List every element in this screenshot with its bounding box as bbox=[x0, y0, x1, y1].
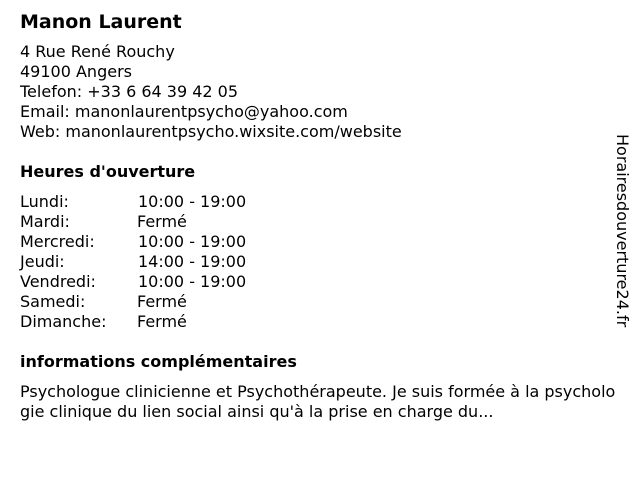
hours-row-tuesday bbox=[20, 212, 610, 232]
hours-row-sunday bbox=[20, 312, 610, 332]
day-label: Lundi: bbox=[20, 192, 69, 211]
business-card bbox=[20, 10, 616, 422]
hours-value: 14:00 - 19:00 bbox=[138, 252, 247, 271]
hours-value: Fermé bbox=[137, 212, 187, 231]
hours-value: Fermé bbox=[137, 292, 187, 311]
email-address: Email: manonlaurentpsycho@yahoo.com bbox=[20, 102, 348, 121]
hours-value: 10:00 - 19:00 bbox=[138, 232, 247, 251]
hours-row-saturday bbox=[20, 292, 610, 312]
day-label: Mardi: bbox=[20, 212, 70, 231]
day-label: Dimanche: bbox=[20, 312, 107, 331]
hours-row-thursday bbox=[20, 252, 610, 272]
day-label: Vendredi: bbox=[20, 272, 96, 291]
website: Web: manonlaurentpsycho.wixsite.com/website bbox=[20, 122, 402, 141]
opening-hours-title: Heures d'ouverture bbox=[20, 162, 196, 181]
hours-row-friday bbox=[20, 272, 610, 292]
hours-row-monday bbox=[20, 192, 610, 212]
city-postal: 49100 Angers bbox=[20, 62, 132, 81]
street-address: 4 Rue René Rouchy bbox=[20, 42, 175, 61]
hours-value: Fermé bbox=[137, 312, 187, 331]
business-name: Manon Laurent bbox=[20, 11, 182, 33]
hours-value: 10:00 - 19:00 bbox=[138, 192, 247, 211]
additional-info-title: informations complémentaires bbox=[20, 352, 297, 371]
opening-hours-table bbox=[20, 192, 610, 332]
hours-row-wednesday bbox=[20, 232, 610, 252]
day-label: Jeudi: bbox=[20, 252, 65, 271]
hours-value: 10:00 - 19:00 bbox=[138, 272, 247, 291]
day-label: Samedi: bbox=[20, 292, 86, 311]
site-watermark: Horairesdouverture24.fr bbox=[613, 134, 632, 328]
day-label: Mercredi: bbox=[20, 232, 95, 251]
phone-number: Telefon: +33 6 64 39 42 05 bbox=[20, 82, 239, 101]
additional-info-text: Psychologue clinicienne et Psychothérapeute. Je suis formée à la psychologie clinique du lien social ainsi qu'à la prise en charge du... bbox=[20, 382, 616, 421]
